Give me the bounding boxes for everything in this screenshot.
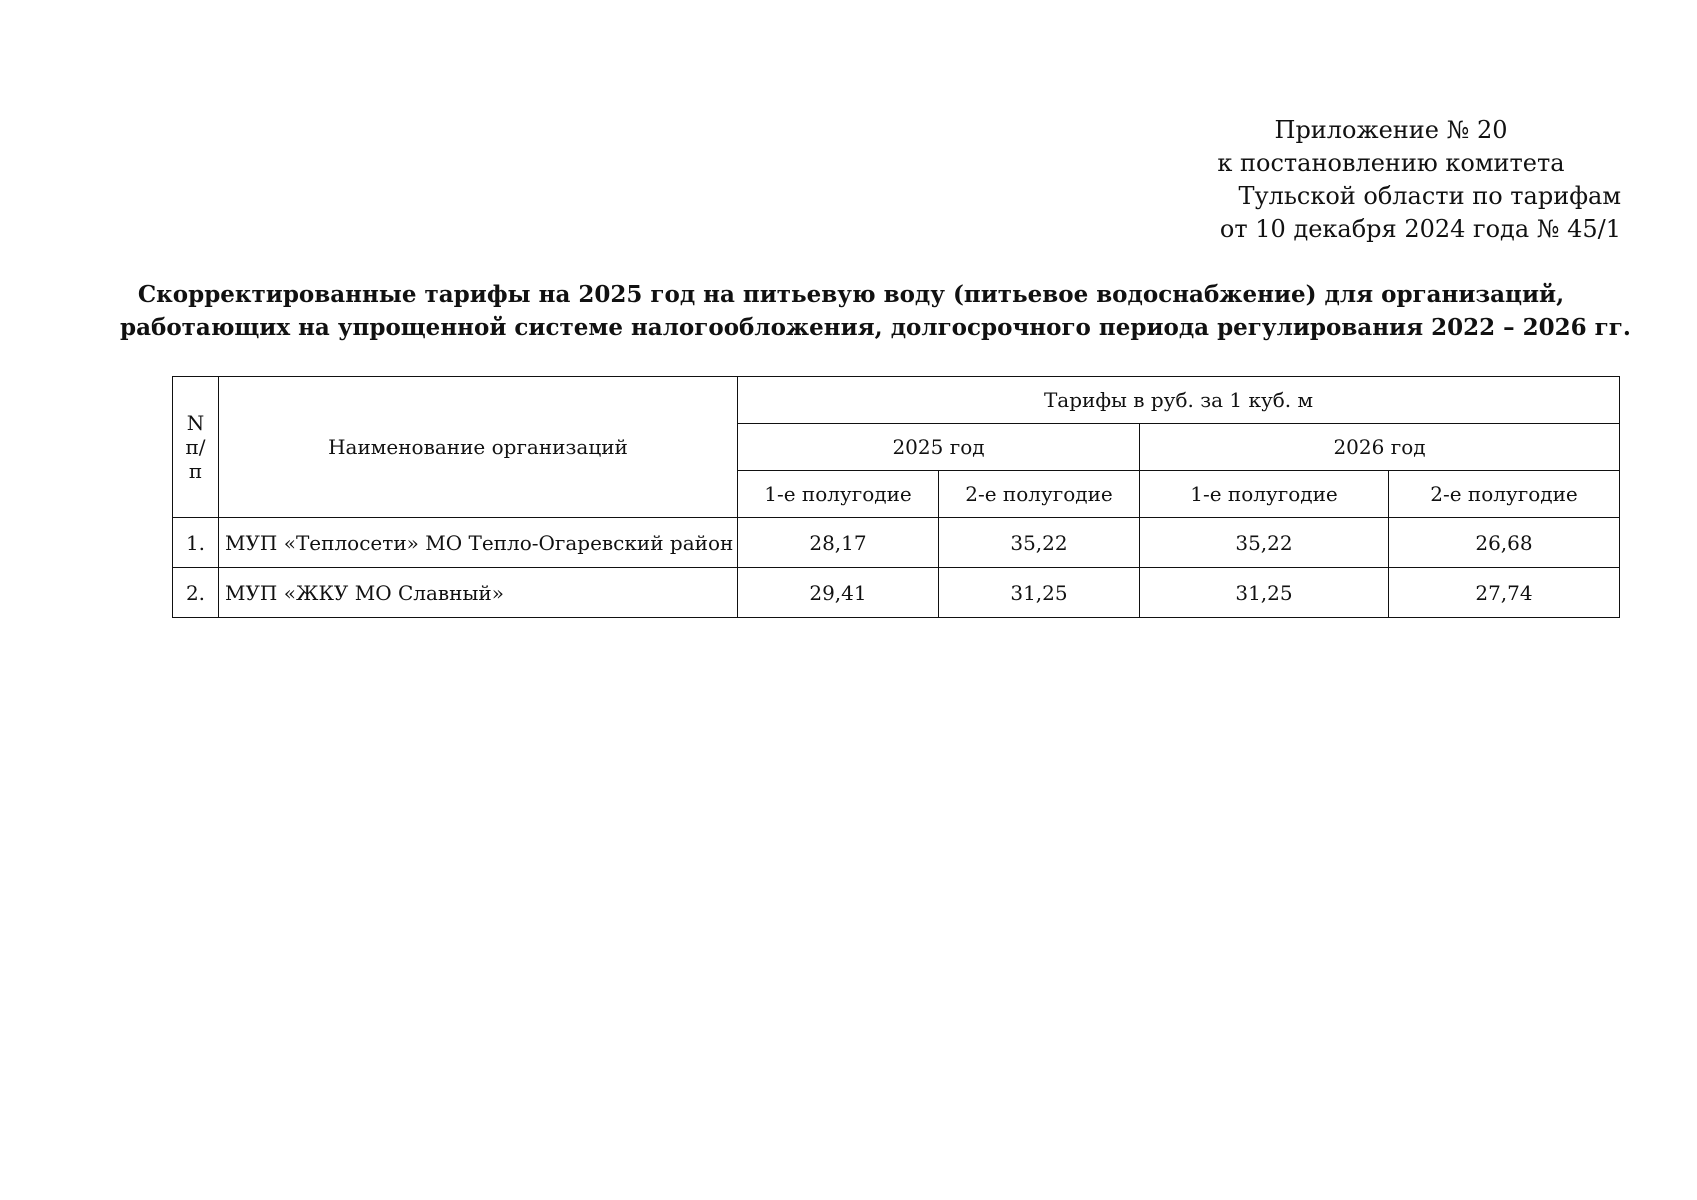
header-2025-half-1: 1-е полугодие [738, 471, 939, 518]
row-org-name: МУП «Теплосети» МО Тепло-Огаревский район [219, 518, 738, 568]
row-2025-half-2: 35,22 [939, 518, 1140, 568]
table-row [173, 518, 1620, 568]
row-2026-half-2: 26,68 [1389, 518, 1620, 568]
document-title-line-2: работающих на упрощенной системе налогообложения, долгосрочного периода регулирования 2022 – 2026 гг. [120, 314, 1631, 341]
header-number-pp: п/п [185, 435, 206, 483]
appendix-date: от 10 декабря 2024 года № 45/1 [1219, 215, 1621, 243]
header-number-n: N [186, 411, 205, 435]
appendix-reference: к постановлению комитета [1217, 149, 1565, 177]
tariffs-table [172, 376, 1620, 618]
document-title [120, 278, 1631, 344]
table-row [173, 568, 1620, 618]
row-number: 2. [173, 568, 219, 618]
header-org-name: Наименование организаций [219, 377, 738, 518]
header-2026-half-2: 2-е полугодие [1389, 471, 1620, 518]
row-2026-half-1: 31,25 [1140, 568, 1389, 618]
header-year-2026: 2026 год [1140, 424, 1620, 471]
row-org-name: МУП «ЖКУ МО Славный» [219, 568, 738, 618]
row-2025-half-2: 31,25 [939, 568, 1140, 618]
row-2026-half-2: 27,74 [1389, 568, 1620, 618]
appendix-block [1161, 114, 1621, 246]
header-year-2025: 2025 год [738, 424, 1140, 471]
row-2025-half-1: 28,17 [738, 518, 939, 568]
header-row-1 [173, 377, 1620, 424]
header-number [173, 377, 219, 518]
appendix-number: Приложение № 20 [1274, 116, 1508, 144]
row-number: 1. [173, 518, 219, 568]
row-2025-half-1: 29,41 [738, 568, 939, 618]
header-2025-half-2: 2-е полугодие [939, 471, 1140, 518]
row-2026-half-1: 35,22 [1140, 518, 1389, 568]
header-tariffs: Тарифы в руб. за 1 куб. м [738, 377, 1620, 424]
document-title-line-1: Скорректированные тарифы на 2025 год на питьевую воду (питьевое водоснабжение) для организаций, [137, 281, 1565, 308]
appendix-committee: Тульской области по тарифам [1238, 182, 1621, 210]
header-2026-half-1: 1-е полугодие [1140, 471, 1389, 518]
